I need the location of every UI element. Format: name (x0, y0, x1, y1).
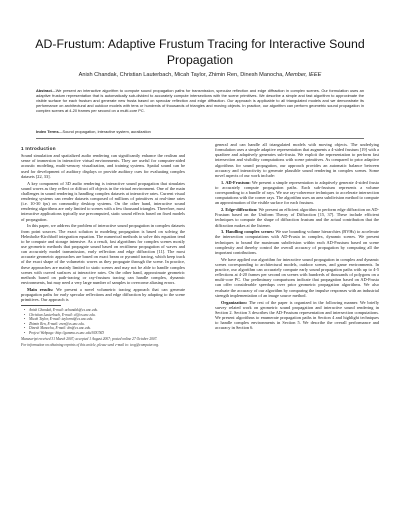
summary-paragraph: We have applied our algorithm for interactive sound propagation in complex and dynamic scenes corresponding to architectural models, outdoor scenes, and game environments. In practice, our algorithm can accurately compute early sound propagation paths with up to 4-5 reflections at 4-20 frames per second on scenes with hundreds of thousands of polygons on a multi-core PC. Our preliminary comparisons indicate that propagation based on AD-Frusta can offer considerable speedups over prior geometric propagation algorithms. We also evaluate the accuracy of our algorithm by comparing the impulse responses with an industrial strength implementation of an image source method. (215, 256, 379, 298)
footnote-divider (21, 305, 61, 306)
header-divider (36, 138, 364, 139)
index-terms (36, 129, 364, 134)
author-affiliation: Member, IEEE (285, 72, 322, 78)
intro-paragraph-2: A key component of 3D audio rendering is interactive sound propagation that simulates sound waves as they reflect or diffract off objects in the virtual environment. One of the main challenges in sound rendering is handling complex datasets at interactive rates. Current visual rendering systems can render datasets composed of millions of primitives at real-time rates (i.e. 10-30 fps) on commodity desktop systems. On the other hand, interactive sound rendering algorithms are only limited to scenes with a few thousand triangles. Therefore, most interactive applications typically use precomputed, static sound effects based on fixed models of propagation. (21, 180, 185, 222)
footnotes (21, 308, 185, 347)
footnote-author-email: • Dinesh Manocha, E-mail: dm@cs.unc.edu. (29, 326, 185, 331)
author-names: Anish Chandak, Christian Lauterbach, Micah Taylor, Zhimin Ren, Dinesh Manocha, (78, 72, 284, 78)
footnote-author-email: • Christian Lauterbach, E-mail: cl@cs.unc.edu. (29, 313, 185, 318)
abstract (36, 88, 364, 113)
footnote-project-webpage: • Project Webpage: http://gamma.cs.unc.edu/SOUND (29, 331, 185, 336)
contribution-item (215, 180, 379, 206)
manuscript-note: Manuscript received 31 March 2007; accepted 1 August 2007; posted online 27 October 2007. (21, 336, 158, 341)
abstract-label: Abstract (36, 88, 52, 93)
contribution-item (215, 229, 379, 255)
paper-title: AD-Frustum: Adaptive Frustum Tracing for Interactive Sound Propagation (35, 37, 365, 67)
contribution-text: We use bounding volume hierarchies (BVHs) to accelerate the intersection computations with AD-Frusta in complex, dynamic scenes. We present techniques to bound the maximum subdivision within each AD-Frustum based on scene complexity and thereby control the overall accuracy of propagation by computing all the important contributions. (215, 229, 379, 255)
footnote-author-email: • Anish Chandak, E-mail: achandak@cs.unc.edu. (29, 308, 185, 313)
contribution-text: We present an efficient algorithm to perform edge diffraction on AD-Frustum based on the Uniform Theory of Diffraction [15, 37]. These include efficient techniques to compute the shape of diffraction frustum and the actual contribution that the diffraction makes at the listener. (215, 207, 380, 228)
left-column (21, 146, 185, 347)
contribution-lead: 1. AD-Frustum: (221, 179, 251, 185)
intro-paragraph-3: In this paper, we address the problem of interactive sound propagation in complex datasets from point sources. The exact solution to modeling propagation is based on solving the Helmholtz-Kirchhoff integration equation. The numerical methods to solve this equation tend to be compute and storage intensive. As a result, fast algorithms for complex scenes mostly use geometric methods that propagate sound based on rectilinear propagation of waves and can accurately model transmission, early reflection and edge diffraction [11]. The most accurate geometric approaches are based on exact beam or pyramid tracing, which keep track of the exact shape of the volumetric waves as they propagate through the scene. In practice, these approaches are mainly limited to static scenes and may not be able to handle complex scenes with curved surfaces at interactive rates. On the other hand, approximate geometric methods based on path-tracing or ray-frustum tracing can handle complex, dynamic environments, but may need a very large number of samples to overcome aliasing errors. (21, 223, 185, 286)
section-heading-introduction: 1 Introduction (21, 146, 56, 151)
footnote-author-email: • Zhimin Ren, E-mail: zren@cs.unc.edu. (29, 322, 185, 327)
intro-continued-paragraph: general and can handle all triangulated models with moving objects. The underlying formulation uses a simple adaptive representation that augments a 4-sided frustum [19] with a quadtree and adaptively generates sub-frusta. We exploit the representation to perform fast intersection and visibility computations with scene primitives. As compared to prior adaptive algorithms for sound propagation, our approach provides an automatic balance between accuracy and interactivity to generate plausible sound rendering in complex scenes. Some novel aspects of our work include: (215, 142, 379, 178)
author-list (20, 72, 380, 79)
abstract-text: —We present an interactive algorithm to compute sound propagation paths for transmission, specular reflection and edge diffraction in complex scenes. Our formulation uses an adaptive frustum representation that is automatically sub-divided to accurately compute intersections with the scene primitives. We describe a simple and fast algorithm to approximate the visible surface for each frustum and generate new frusta based on specular reflection and edge diffraction. Our approach is applicable to all triangulated models and we demonstrate its performance on architectural and outdoor models with tens or hundreds of thousands of triangles and moving objects. In practice, our algorithm can perform geometric sound propagation in complex scenes at 4-20 frames per second on a multi-core PC. (36, 88, 364, 114)
index-terms-label: Index Terms (36, 129, 59, 134)
contribution-lead: 3. Handling complex scenes: (221, 229, 275, 235)
organization-lead: Organization: (221, 299, 248, 305)
footnote-author-email: • Micah Taylor, E-mail: taylormt@cs.unc.edu. (29, 317, 185, 322)
contribution-text: We present a simple representation to adaptively generate 4-sided frusta to accurately compute propagation paths. Each sub-frustum represents a volume corresponding to a bundle of rays. We use ray-coherence techniques to accelerate intersection computations with the corner rays. The algorithm uses an area subdivision method to compute an approximation of the visible surface for each frustum. (215, 179, 379, 206)
main-results-paragraph (21, 287, 185, 302)
index-terms-text: —Sound propagation, interactive system, auralization (58, 129, 151, 134)
intro-paragraph-1: Sound simulation and spatialized audio rendering can significantly enhance the realism and sense of immersion in interactive virtual environments. They are useful for computer-aided acoustic modeling, multi-sensory visualization, and training systems. Spatial sound can be used for development of auditory displays or provide auditory cues for evaluating complex datasets [22, 33]. (21, 153, 185, 179)
right-column (215, 142, 379, 332)
reprint-note: For information on obtaining reprints of this article, please send e-mail to: tvcg@computer.org. (21, 342, 160, 347)
main-results-lead: Main results: (27, 286, 54, 292)
organization-paragraph (215, 300, 379, 331)
contribution-item (215, 207, 379, 228)
main-results-text: We present a novel volumetric tracing approach that can generate propagation paths for early specular reflections and edge diffraction by adapting to the scene primitives. Our approach is (21, 286, 186, 303)
organization-text: The rest of the paper is organized in the following manner. We briefly survey related work on geometric sound propagation and interactive sound rendering in Section 2. Section 3 describes the AD-Frustum representation and intersection computations. We present algorithms to enumerate propagation paths in Section 4 and highlight techniques to handle complex environments in Section 5. We describe the overall performance and accuracy in Section 6. (215, 299, 379, 331)
contribution-lead: 2. Edge-diffraction: (221, 207, 258, 213)
